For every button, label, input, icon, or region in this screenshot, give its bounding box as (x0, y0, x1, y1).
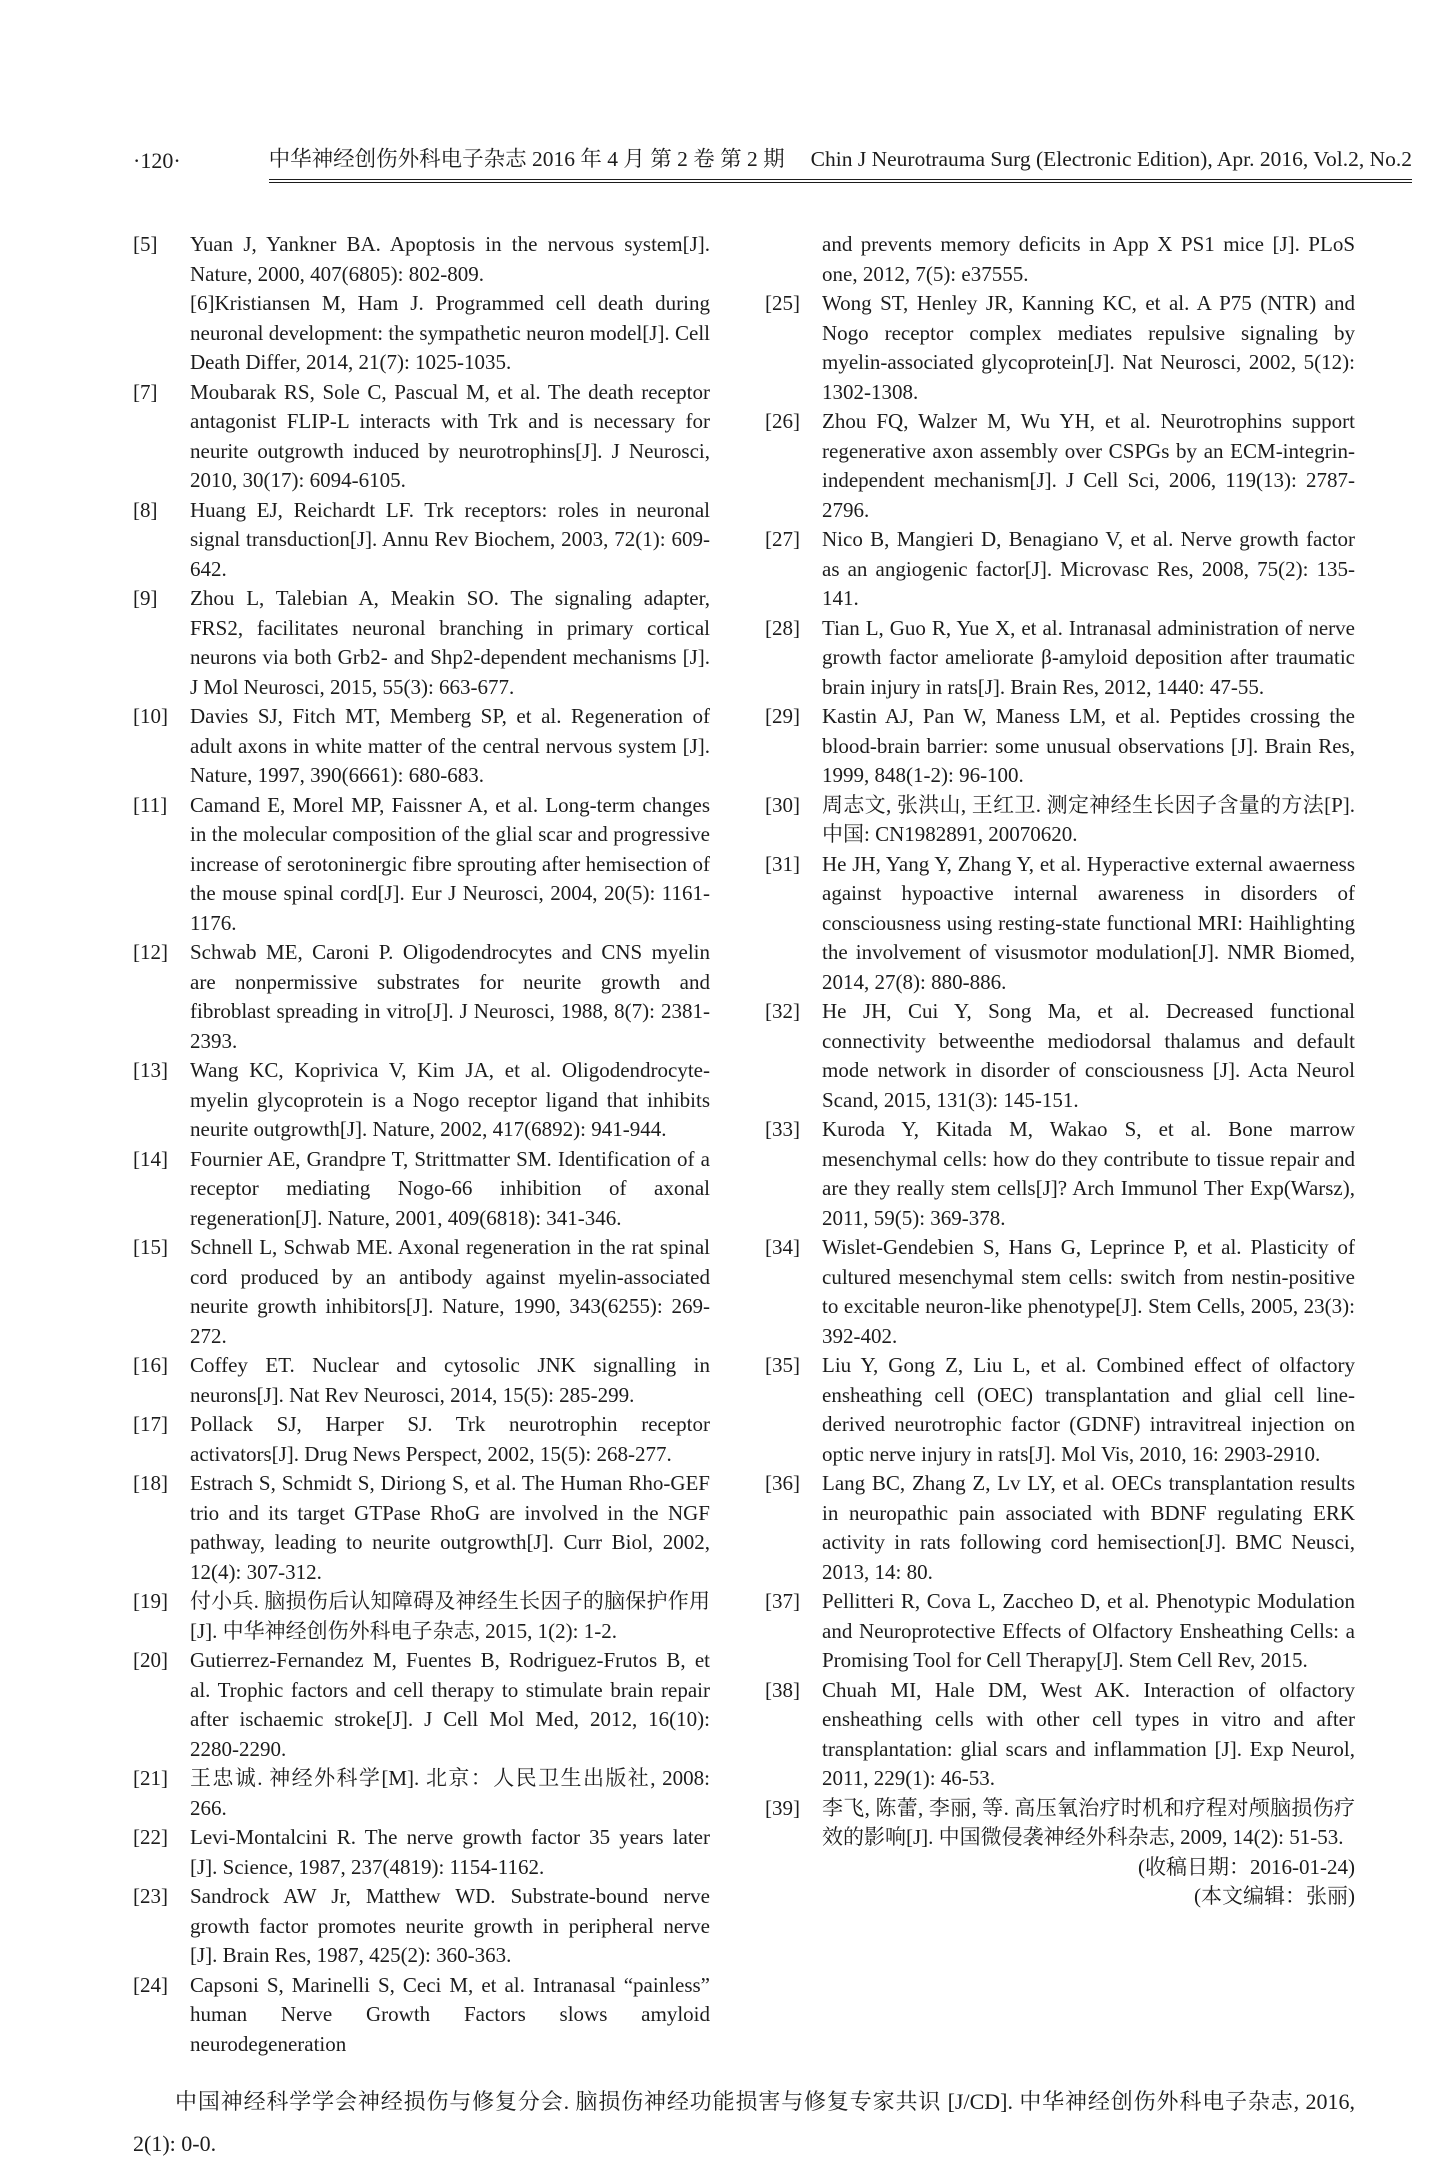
reference-text: Lang BC, Zhang Z, Lv LY, et al. OECs transplantation results in neuropathic pain associated with BDNF regulating ERK activity in rats following cord hemisection[J]. BMC Neusci, 2013, 14: 80. (822, 1471, 1355, 1584)
reference-text: [6]Kristiansen M, Ham J. Programmed cell death during neuronal development: the sympathetic neuron model[J]. Cell Death Differ, 2014, 21(7): 1025-1035. (190, 291, 710, 374)
references-column-right (765, 230, 1355, 2059)
reference-label: [30] (765, 792, 800, 817)
reference-text: Tian L, Guo R, Yue X, et al. Intranasal administration of nerve growth factor ameliorate β-amyloid deposition after traumatic brain injury in rats[J]. Brain Res, 2012, 1440: 47-55. (822, 615, 1355, 699)
reference-item (133, 791, 710, 939)
reference-text: He JH, Yang Y, Zhang Y, et al. Hyperactive external awaerness against hypoactive internal awareness in disorders of consciousness using resting-state functional MRI: Haihlighting the involvement of visusmotor modulation[J]. NMR Biomed, 2014, 27(8): 880-886. (822, 851, 1355, 994)
reference-text: 李飞, 陈蕾, 李丽, 等. 高压氧治疗时机和疗程对颅脑损伤疗效的影响[J]. 中国微侵袭神经外科杂志, 2009, 14(2): 51-53. (822, 1795, 1355, 1849)
reference-label: [27] (765, 527, 800, 551)
reference-item (133, 1823, 710, 1882)
reference-item (133, 1056, 710, 1145)
reference-text: Zhou L, Talebian A, Meakin SO. The signaling adapter, FRS2, facilitates neuronal branching in primary cortical neurons via both Grb2- and Shp2-dependent mechanisms [J]. J Mol Neurosci, 2015, 55(3): 663-677. (190, 586, 710, 699)
reference-item (133, 289, 710, 378)
reference-label: [16] (133, 1353, 168, 1377)
reference-item (133, 1469, 710, 1587)
reference-text: Schnell L, Schwab ME. Axonal regeneration in the rat spinal cord produced by an antibody against myelin-associated neurite growth inhibitors[J]. Nature, 1990, 343(6255): 269-272. (190, 1235, 710, 1348)
reference-label: [39] (765, 1795, 800, 1820)
reference-text: Capsoni S, Marinelli S, Ceci M, et al. Intranasal “painless” human Nerve Growth Factors slows amyloid neurodegeneration (190, 1972, 710, 2056)
reference-label: [11] (133, 792, 168, 817)
reference-item (133, 1971, 710, 2060)
reference-label: [35] (765, 1353, 800, 1377)
reference-label: [32] (765, 999, 800, 1023)
reference-label: [29] (765, 704, 800, 728)
reference-text: 付小兵. 脑损伤后认知障碍及神经生长因子的脑保护作用[J]. 中华神经创伤外科电子杂志, 2015, 1(2): 1-2. (190, 1589, 710, 1643)
reference-text: and prevents memory deficits in App X PS1 mice [J]. PLoS one, 2012, 7(5): e37555. (822, 232, 1355, 286)
reference-item (133, 1882, 710, 1971)
references-list-right (765, 230, 1355, 1853)
page-number: ·120· (133, 148, 181, 173)
reference-item (133, 1233, 710, 1351)
reference-item (133, 378, 710, 496)
reference-label: [33] (765, 1117, 800, 1141)
page-header (133, 146, 1413, 183)
reference-text: Liu Y, Gong Z, Liu L, et al. Combined effect of olfactory ensheathing cell (OEC) transplantation and glial cell line-derived neurotrophic factor (GDNF) intravitreal injection on optic nerve injury in rats[J]. Mol Vis, 2010, 16: 2903-2910. (822, 1353, 1355, 1466)
reference-item (133, 938, 710, 1056)
reference-item (765, 230, 1355, 289)
reference-label: [10] (133, 704, 168, 728)
reference-label: [8] (133, 497, 158, 522)
reference-label: [13] (133, 1058, 168, 1082)
reference-text: Pellitteri R, Cova L, Zaccheo D, et al. Phenotypic Modulation and Neuroprotective Effects of Olfactory Ensheathing Cells: a Promising Tool for Cell Therapy[J]. Stem Cell Rev, 2015. (822, 1589, 1355, 1672)
reference-item (765, 407, 1355, 525)
reference-label: [7] (133, 379, 158, 404)
reference-text: 王忠诚. 神经外科学[M]. 北京：人民卫生出版社, 2008: 266. (190, 1766, 710, 1820)
reference-label: [31] (765, 851, 800, 876)
reference-text: Wislet-Gendebien S, Hans G, Leprince P, et al. Plasticity of cultured mesenchymal stem cells: switch from nestin-positive to excitable neuron-like phenotype[J]. Stem Cells, 2005, 23(3): 392-402. (822, 1235, 1355, 1348)
reference-label: [21] (133, 1766, 168, 1790)
reference-text: Kuroda Y, Kitada M, Wakao S, et al. Bone marrow mesenchymal cells: how do they contribute to tissue repair and are they really stem cells[J]? Arch Immunol Ther Exp(Warsz), 2011, 59(5): 369-378. (822, 1117, 1355, 1230)
reference-text: Gutierrez-Fernandez M, Fuentes B, Rodriguez-Frutos B, et al. Trophic factors and cell therapy to stimulate brain repair after ischaemic stroke[J]. J Cell Mol Med, 2012, 16(10): 2280-2290. (190, 1648, 710, 1761)
reference-text: Pollack SJ, Harper SJ. Trk neurotrophin receptor activators[J]. Drug News Perspect, 2002, 15(5): 268-277. (190, 1412, 710, 1466)
references-section (133, 230, 1355, 2059)
reference-text: Huang EJ, Reichardt LF. Trk receptors: roles in neuronal signal transduction[J]. Annu Rev Biochem, 2003, 72(1): 609-642. (190, 497, 710, 581)
reference-text: Camand E, Morel MP, Faissner A, et al. Long-term changes in the molecular composition of the glial scar and progressive increase of serotoninergic fibre sprouting after hemisection of the mouse spinal cord[J]. Eur J Neurosci, 2004, 20(5): 1161-1176. (190, 792, 710, 935)
reference-item (133, 1145, 710, 1234)
reference-item (133, 584, 710, 702)
reference-text: Schwab ME, Caroni P. Oligodendrocytes and CNS myelin are nonpermissive substrates for neurite growth and fibroblast spreading in vitro[J]. J Neurosci, 1988, 8(7): 2381-2393. (190, 940, 710, 1053)
reference-item (765, 1233, 1355, 1351)
reference-label: [37] (765, 1589, 800, 1613)
reference-label: [19] (133, 1589, 168, 1613)
reference-item (765, 702, 1355, 791)
reference-item (765, 791, 1355, 850)
reference-label: [24] (133, 1972, 168, 1997)
reference-text: Levi-Montalcini R. The nerve growth factor 35 years later [J]. Science, 1987, 237(4819): 1154-1162. (190, 1825, 710, 1879)
reference-label: [5] (133, 232, 158, 256)
journal-title-cn: 中华神经创伤外科电子杂志 2016 年 4 月 第 2 卷 第 2 期 (268, 147, 785, 171)
reference-text: Fournier AE, Grandpre T, Strittmatter SM. Identification of a receptor mediating Nogo-66 inhibition of axonal regeneration[J]. Nature, 2001, 409(6818): 341-346. (190, 1146, 710, 1230)
reference-item (765, 614, 1355, 703)
reference-label: [20] (133, 1648, 168, 1672)
reference-text: Estrach S, Schmidt S, Diriong S, et al. The Human Rho-GEF trio and its target GTPase RhoG are involved in the NGF pathway, leading to neurite outgrowth[J]. Curr Biol, 2002, 12(4): 307-312. (190, 1471, 710, 1584)
reference-item (765, 1469, 1355, 1587)
reference-item (765, 1351, 1355, 1469)
reference-item (133, 1410, 710, 1469)
reference-text: Zhou FQ, Walzer M, Wu YH, et al. Neurotrophins support regenerative axon assembly over CSPGs by an ECM-integrin-independent mechanism[J]. J Cell Sci, 2006, 119(13): 2787-2796. (822, 409, 1355, 522)
reference-text: Nico B, Mangieri D, Benagiano V, et al. Nerve growth factor as an angiogenic factor[J]. Microvasc Res, 2008, 75(2): 135-141. (822, 527, 1355, 610)
reference-label: [38] (765, 1677, 800, 1702)
reference-item (765, 997, 1355, 1115)
reference-label: [18] (133, 1471, 168, 1495)
reference-text: Chuah MI, Hale DM, West AK. Interaction of olfactory ensheathing cells with other cell types in vitro and after transplantation: glial scars and inflammation [J]. Exp Neurol, 2011, 229(1): 46-53. (822, 1677, 1355, 1790)
reference-text: Davies SJ, Fitch MT, Memberg SP, et al. Regeneration of adult axons in white matter of the central nervous system [J]. Nature, 1997, 390(6661): 680-683. (190, 704, 710, 787)
reference-label: [12] (133, 940, 168, 964)
reference-item (765, 289, 1355, 407)
reference-item (765, 1115, 1355, 1233)
received-date: (收稿日期：2016-01-24) (1138, 1854, 1355, 1879)
reference-text: Yuan J, Yankner BA. Apoptosis in the nervous system[J]. Nature, 2000, 407(6805): 802-809. (190, 232, 710, 286)
journal-title (269, 146, 1412, 183)
reference-item (133, 496, 710, 585)
reference-label: [28] (765, 615, 800, 640)
reference-label: [14] (133, 1146, 168, 1171)
reference-item (765, 850, 1355, 998)
reference-text: 周志文, 张洪山, 王红卫. 测定神经生长因子含量的方法[P]. 中国: CN1982891, 20070620. (822, 792, 1355, 846)
reference-item (765, 525, 1355, 614)
reference-item (765, 1587, 1355, 1676)
reference-item (133, 230, 710, 289)
reference-label: [9] (133, 586, 158, 610)
reference-text: Kastin AJ, Pan W, Maness LM, et al. Peptides crossing the blood-brain barrier: some unusual observations [J]. Brain Res, 1999, 848(1-2): 96-100. (822, 704, 1355, 787)
reference-text: He JH, Cui Y, Song Ma, et al. Decreased functional connectivity betweenthe mediodorsal thalamus and default mode network in disorder of consciousness [J]. Acta Neurol Scand, 2015, 131(3): 145-151. (822, 999, 1355, 1112)
reference-label: [23] (133, 1884, 168, 1908)
reference-label (765, 230, 822, 289)
reference-text: Moubarak RS, Sole C, Pascual M, et al. The death receptor antagonist FLIP-L interacts with Trk and is necessary for neurite outgrowth induced by neurotrophins[J]. J Neurosci, 2010, 30(17): 6094-6105. (190, 379, 710, 492)
reference-item (133, 702, 710, 791)
editor-note: (本文编辑：张丽) (1194, 1884, 1355, 1908)
references-column-left (133, 230, 710, 2059)
journal-title-en: Chin J Neurotrauma Surg (Electronic Edition), Apr. 2016, Vol.2, No.2 (810, 147, 1413, 171)
reference-label (133, 289, 190, 378)
reference-item (133, 1646, 710, 1764)
reference-item (133, 1587, 710, 1646)
reference-label: [15] (133, 1235, 168, 1259)
reference-label: [25] (765, 291, 800, 315)
reference-item (133, 1351, 710, 1410)
reference-item (133, 1764, 710, 1823)
reference-label: [26] (765, 409, 800, 433)
reference-label: [36] (765, 1471, 800, 1495)
reference-label: [17] (133, 1412, 168, 1436)
footer-citation: 中国神经科学学会神经损伤与修复分会. 脑损伤神经功能损害与修复专家共识 [J/CD]. 中华神经创伤外科电子杂志, 2016, 2(1): 0-0. (133, 2089, 1355, 2156)
reference-text: Wong ST, Henley JR, Kanning KC, et al. A P75 (NTR) and Nogo receptor complex mediates repulsive signaling by myelin-associated glycoprotein[J]. Nat Neurosci, 2002, 5(12): 1302-1308. (822, 291, 1355, 404)
reference-label: [34] (765, 1235, 800, 1259)
reference-text: Wang KC, Koprivica V, Kim JA, et al. Oligodendrocyte-myelin glycoprotein is a Nogo receptor ligand that inhibits neurite outgrowth[J]. Nature, 2002, 417(6892): 941-944. (190, 1058, 710, 1141)
reference-item (765, 1676, 1355, 1794)
reference-text: Coffey ET. Nuclear and cytosolic JNK signalling in neurons[J]. Nat Rev Neurosci, 2014, 15(5): 285-299. (190, 1353, 710, 1407)
reference-label: [22] (133, 1825, 168, 1849)
reference-item (765, 1794, 1355, 1853)
reference-text: Sandrock AW Jr, Matthew WD. Substrate-bound nerve growth factor promotes neurite growth in peripheral nerve [J]. Brain Res, 1987, 425(2): 360-363. (190, 1884, 710, 1967)
